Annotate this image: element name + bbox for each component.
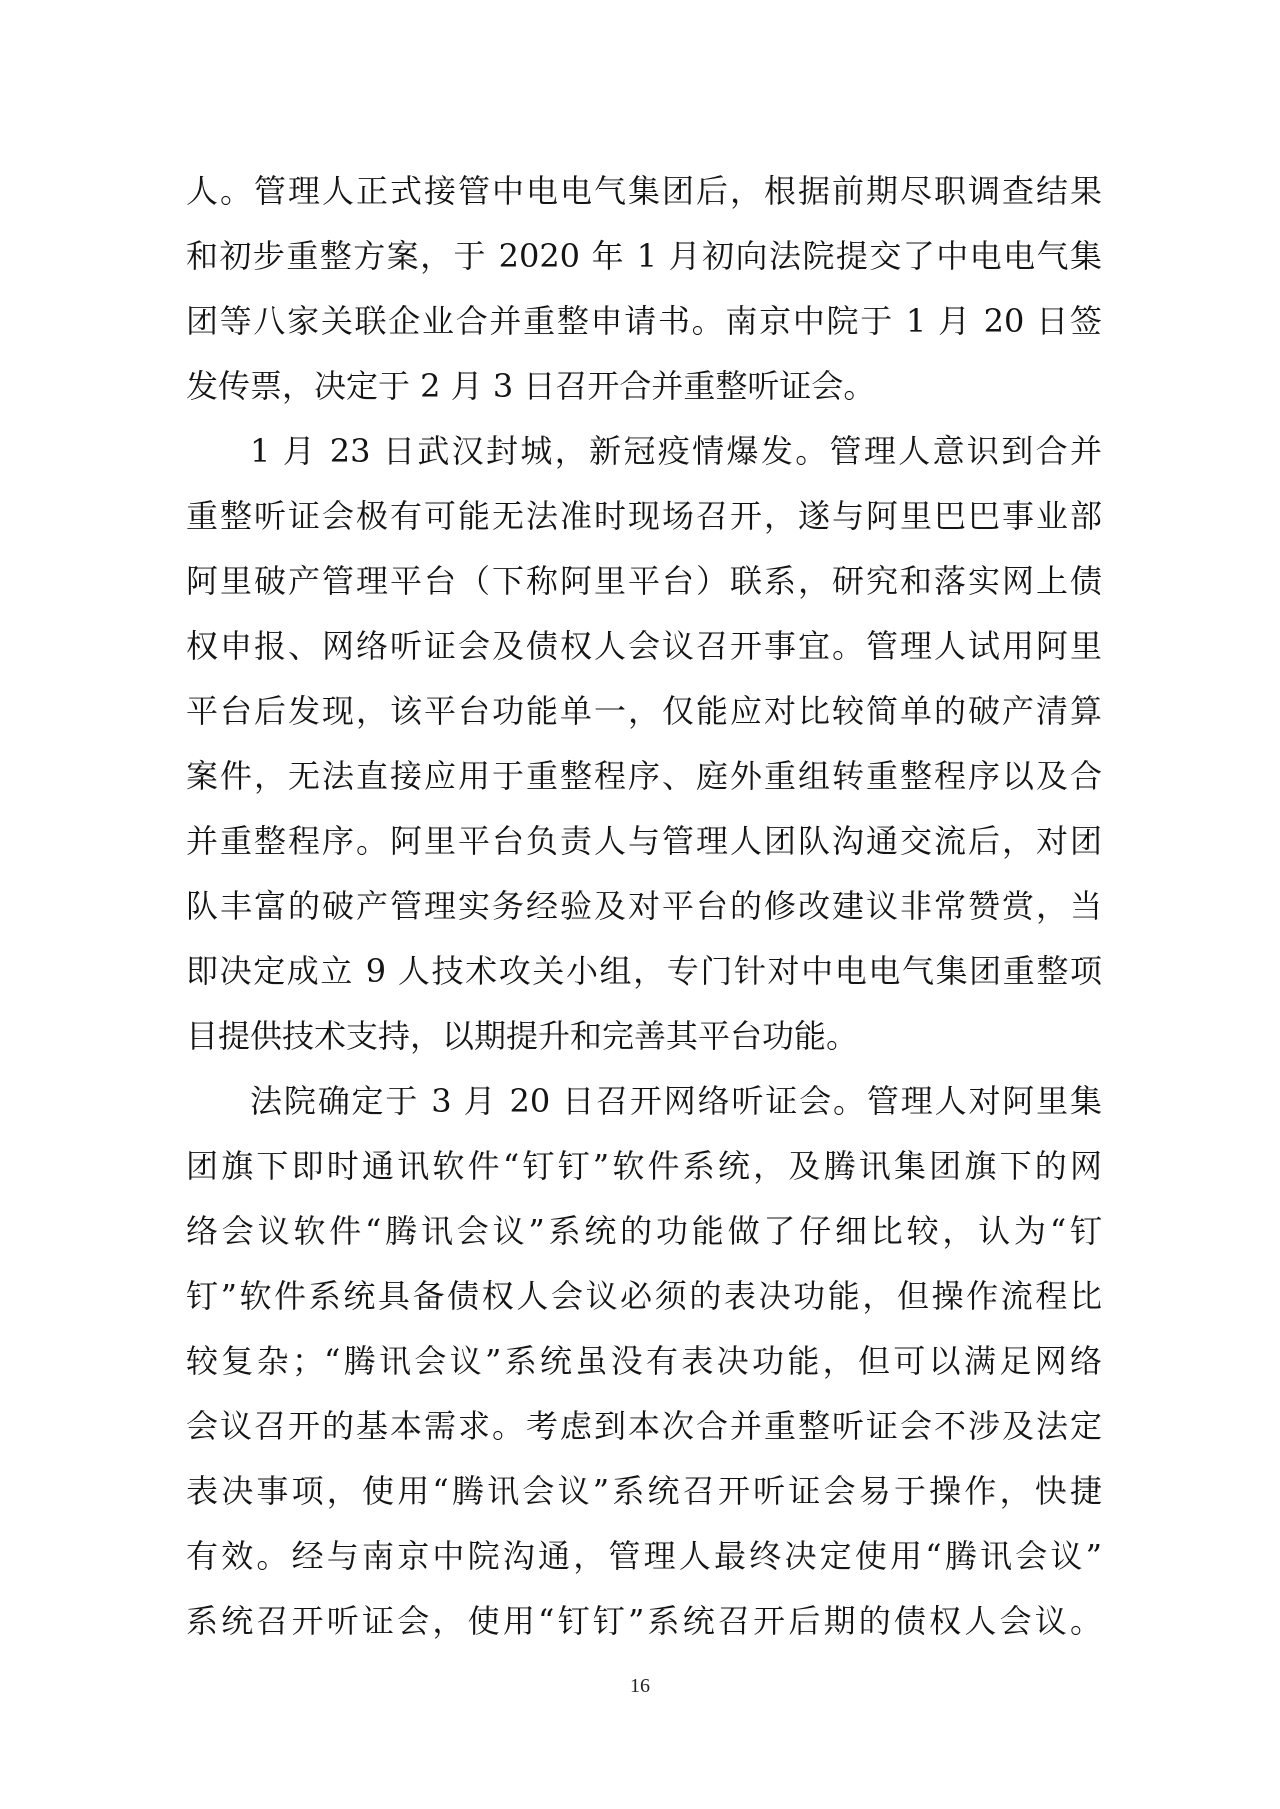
text-line <box>186 224 1102 289</box>
text-line <box>186 354 1102 419</box>
text-line-content: 目提供技术支持，以期提升和完善其平台功能。 <box>186 1017 859 1055</box>
text-line-content: 案件，无法直接应用于重整程序、庭外重组转重整程序以及合 <box>186 757 1102 795</box>
text-line-content: 人。管理人正式接管中电电气集团后，根据前期尽职调查结果 <box>186 172 1102 210</box>
text-line <box>186 159 1102 224</box>
text-line <box>186 1459 1102 1524</box>
paragraph <box>186 159 1102 419</box>
text-line-content: 和初步重整方案，于 2020 年 1 月初向法院提交了中电电气集 <box>186 237 1102 275</box>
text-line-content: 法院确定于 3 月 20 日召开网络听证会。管理人对阿里集 <box>250 1082 1102 1120</box>
text-line <box>186 679 1102 744</box>
text-line-content: 队丰富的破产管理实务经验及对平台的修改建议非常赞赏，当 <box>186 887 1102 925</box>
text-line-content: 阿里破产管理平台（下称阿里平台）联系，研究和落实网上债 <box>186 562 1102 600</box>
text-line <box>186 939 1102 1004</box>
text-line <box>186 874 1102 939</box>
text-line-content: 钉”软件系统具备债权人会议必须的表决功能，但操作流程比 <box>186 1277 1102 1315</box>
text-line <box>186 289 1102 354</box>
text-line-content: 络会议软件“腾讯会议”系统的功能做了仔细比较，认为“钉 <box>186 1212 1102 1250</box>
text-line <box>186 614 1102 679</box>
text-line-content: 系统召开听证会，使用“钉钉”系统召开后期的债权人会议。 <box>186 1602 1102 1640</box>
text-line <box>186 809 1102 874</box>
text-line <box>186 744 1102 809</box>
text-line <box>186 1589 1102 1654</box>
text-line-content: 重整听证会极有可能无法准时现场召开，遂与阿里巴巴事业部 <box>186 497 1102 535</box>
text-line-content: 较复杂；“腾讯会议”系统虽没有表决功能，但可以满足网络 <box>186 1342 1102 1380</box>
text-line <box>186 484 1102 549</box>
text-line-content: 发传票，决定于 2 月 3 日召开合并重整听证会。 <box>186 367 876 405</box>
text-line-content: 表决事项，使用“腾讯会议”系统召开听证会易于操作，快捷 <box>186 1472 1102 1510</box>
paragraph <box>186 1069 1102 1654</box>
text-line <box>186 1329 1102 1394</box>
text-line <box>186 1524 1102 1589</box>
text-line-content: 团等八家关联企业合并重整申请书。南京中院于 1 月 20 日签 <box>186 302 1102 340</box>
text-line-content: 权申报、网络听证会及债权人会议召开事宜。管理人试用阿里 <box>186 627 1102 665</box>
text-line <box>186 419 1102 484</box>
text-line <box>186 549 1102 614</box>
text-line <box>186 1004 1102 1069</box>
text-line-content: 1 月 23 日武汉封城，新冠疫情爆发。管理人意识到合并 <box>250 432 1102 470</box>
paragraph <box>186 419 1102 1069</box>
page-number: 16 <box>630 1675 650 1697</box>
body-text <box>186 159 1102 1654</box>
text-line-content: 平台后发现，该平台功能单一，仅能应对比较简单的破产清算 <box>186 692 1102 730</box>
text-line <box>186 1069 1102 1134</box>
text-line-content: 有效。经与南京中院沟通，管理人最终决定使用“腾讯会议” <box>186 1537 1102 1575</box>
text-line-content: 即决定成立 9 人技术攻关小组，专门针对中电电气集团重整项 <box>186 952 1102 990</box>
text-line <box>186 1199 1102 1264</box>
text-line <box>186 1394 1102 1459</box>
text-line <box>186 1134 1102 1199</box>
text-line-content: 会议召开的基本需求。考虑到本次合并重整听证会不涉及法定 <box>186 1407 1102 1445</box>
text-line-content: 并重整程序。阿里平台负责人与管理人团队沟通交流后，对团 <box>186 822 1102 860</box>
text-line-content: 团旗下即时通讯软件“钉钉”软件系统，及腾讯集团旗下的网 <box>186 1147 1102 1185</box>
text-line <box>186 1264 1102 1329</box>
